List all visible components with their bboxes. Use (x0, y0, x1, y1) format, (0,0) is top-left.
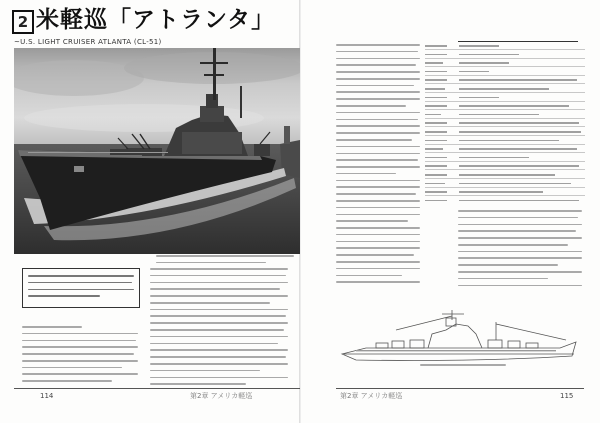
spec-table-rule (458, 41, 578, 42)
intro-box (22, 268, 140, 308)
left-running-footer: 第2章 アメリカ軽巡 (190, 392, 253, 400)
drawing-caption (420, 364, 510, 374)
spec-table (425, 44, 585, 204)
right-footer-rule (336, 388, 584, 389)
ship-photo (14, 48, 300, 254)
chapter-number: 2 (12, 10, 34, 34)
right-page-number: 115 (560, 392, 574, 400)
page-subtitle: ~U.S. LIGHT CRUISER ATLANTA (CL-51) (14, 38, 162, 46)
right-column-text (336, 44, 422, 296)
page-title: 米軽巡「アトランタ」 (36, 7, 276, 33)
photo-caption (156, 255, 298, 269)
left-page-number: 114 (40, 392, 54, 400)
cruiser-photo-image (14, 48, 300, 254)
left-footer-rule (14, 388, 300, 389)
right-running-footer: 第2章 アメリカ軽巡 (340, 392, 403, 400)
left-column-2-text (150, 268, 290, 396)
spec-notes-text (458, 210, 584, 296)
left-column-1-text (22, 326, 140, 394)
